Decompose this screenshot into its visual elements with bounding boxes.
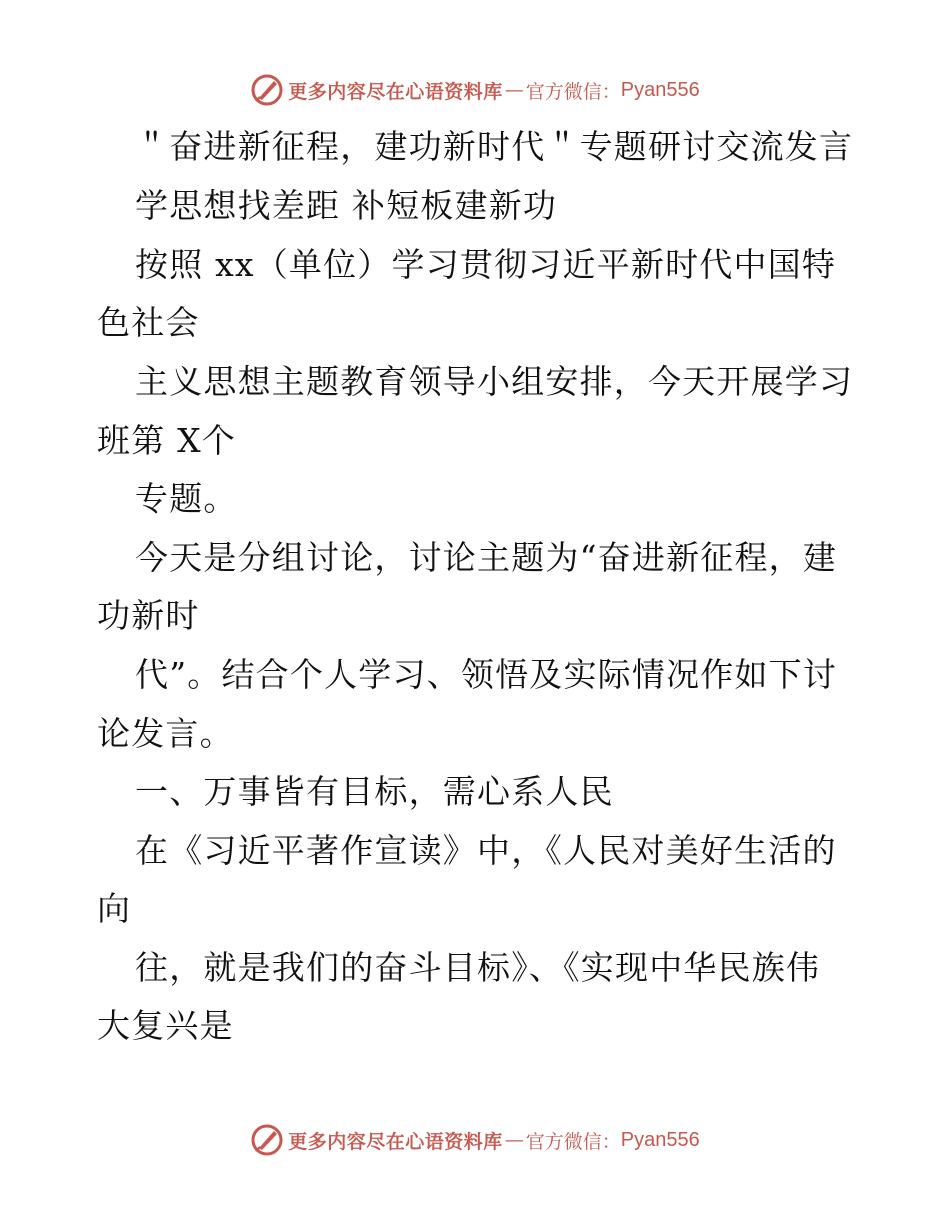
banner-separator: —: [504, 79, 524, 101]
promo-text: 更多内容尽在心语资料库: [288, 80, 503, 103]
paragraph-line: 向: [97, 889, 132, 928]
paragraph-line: 按照 xx（单位）学习贯彻习近平新时代中国特: [135, 245, 837, 284]
document-title: ＂奋进新征程，建功新时代＂专题研讨交流发言: [135, 127, 854, 166]
paragraph-line: 大复兴是: [97, 1006, 234, 1045]
paragraph-line: 专题。: [135, 479, 238, 518]
paragraph-line: 在《习近平著作宣读》中，《人民对美好生活的: [135, 831, 837, 870]
paragraph-line: 色社会: [97, 303, 200, 342]
section-heading: 一、万事皆有目标，需心系人民: [135, 772, 614, 811]
document-subtitle: 学思想找差距 补短板建新功: [135, 186, 558, 225]
wechat-label: 官方微信：: [525, 1130, 621, 1153]
banner-separator: —: [504, 1129, 524, 1151]
paragraph-line: 功新时: [97, 596, 200, 635]
paragraph-line: 代”。结合个人学习、领悟及实际情况作如下讨: [135, 655, 838, 694]
quill-pen-logo-icon: [250, 1123, 284, 1157]
footer-watermark-banner: [0, 1118, 950, 1162]
paragraph-line: 今天是分组讨论，讨论主题为“奋进新征程，建: [135, 538, 838, 577]
paragraph-line: 班第 X个: [97, 421, 236, 460]
promo-text: 更多内容尽在心语资料库: [288, 1130, 503, 1153]
paragraph-line: 往，就是我们的奋斗目标》、《实现中华民族伟: [135, 948, 821, 987]
wechat-id: Pyan556: [620, 1128, 700, 1151]
wechat-id: Pyan556: [620, 78, 700, 101]
wechat-label: 官方微信：: [525, 80, 621, 103]
paragraph-line: 主义思想主题教育领导小组安排，今天开展学习: [135, 362, 854, 401]
paragraph-line: 论发言。: [97, 714, 234, 753]
